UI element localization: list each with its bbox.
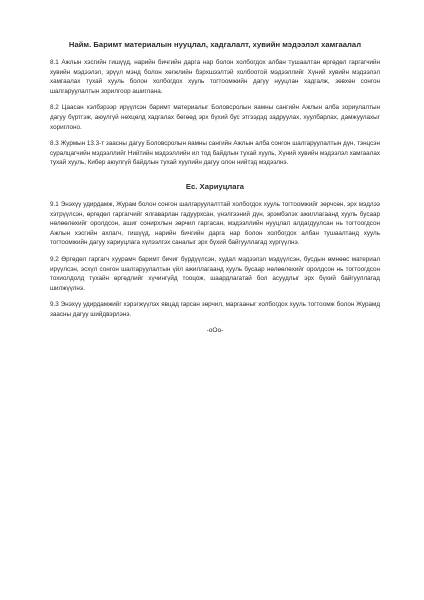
paragraph-8-2: 8.2 Цаасан хэлбэрээр ирүүлсэн баримт материалыг Боловсролын яамны сангийн Ажлын алба зориулалтын дагуу бүртгэж, аюулгүй нөхцөлд хадгалах бөгөөд эрх бүхий бус этгээдэд задруулах, хуулбарлах, дамжуулахыг хориглоно. — [50, 104, 380, 131]
section-heading-responsibility: Ес. Хариуцлага — [185, 181, 245, 191]
section-heading-confidentiality: Найм. Баримт материалын нууцлал, хадгалалт, хувийн мэдээлэл хамгаалал — [68, 40, 362, 49]
paragraph-9-3: 9.3 Энэхүү удирдамжийг хэрэгжүүлэх явцад гарсан зөрчил, маргааныг холбогдох хууль тогтоомж болон Журамд заасны дагуу шийдвэрлэнэ. — [50, 301, 380, 318]
paragraph-9-1: 9.1 Энэхүү удирдамж, Журам болон сонгон шалгаруулалттай холбогдох хууль тогтоомжийг зөрчсөн, эрх мэдлээ хэтрүүлсэн, өргөдөл гаргагчийг ялгаварлан гадуурхсан, үнэлгээний дүн, эрэмбэлэх ажиллагаанд хууль бусаар нөлөөлөхийг оролдсон, ашиг сонирхлын зөрчил гаргасан, мэдээллийн нууцлал алдагдуулсан нь тогтоогдсон Ажлын хэсгийн ахлагч, гишүүд, нарийн бичгийн дарга нар болон холбогдох албан тушаалтанд хууль тогтоомжийн дагуу хариуцлага хүлээлгэх саналыг эрх бүхий байгууллагад хүргүүлнэ. — [50, 200, 380, 247]
paragraph-8-1: 8.1 Ажлын хэсгийн гишүүд, нарийн бичгийн дарга нар болон холбогдох албан тушаалтан өргөдөл гаргагчийн хувийн мэдээлэл, эрүүл мэнд болон хөгжлийн бэрхшээлтэй холбоотой мэдээллийг Хүний хувийн мэдээлэл хамгаалах тухай хууль болон холбогдох хууль тогтоомжийн дагуу нууцлан хадгалж, зөвхөн сонгон шалгаруулалтын зорилгоор ашиглана. — [50, 59, 380, 95]
paragraph-9-2: 9.2 Өргөдөл гаргагч хуурамч баримт бичиг бүрдүүлсэн, худал мэдээлэл мэдүүлсэн, бусдын өмнөөс материал ирүүлсэн, эсхүл сонгон шалгаруулалтын үйл ажиллагаанд хууль бусаар нөлөөлөхийг оролдсон нь тогтоогдсон тохиолдолд тухайн өргөдлийг хүчингүйд тооцож, шаардлагатай бол асуудлыг эрх бүхий байгууллагад шилжүүлнэ. — [50, 255, 380, 292]
document-end-mark: -oOo- — [206, 327, 224, 335]
paragraph-8-3: 8.3 Журмын 13.3-т заасны дагуу Боловсролын яамны сангийн Ажлын алба сонгон шалгаруулалтын дүн, тэнцсэн суралцагчийн мэдээллийг Нийтийн мэдээллийн ил тод байдлын тухай хууль, Хүний хувийн мэдээлэл хамгаалах тухай хууль, Кибер аюулгүй байдлын тухай хуулийн дагуу олон нийтэд мэдээлнэ. — [50, 140, 380, 167]
